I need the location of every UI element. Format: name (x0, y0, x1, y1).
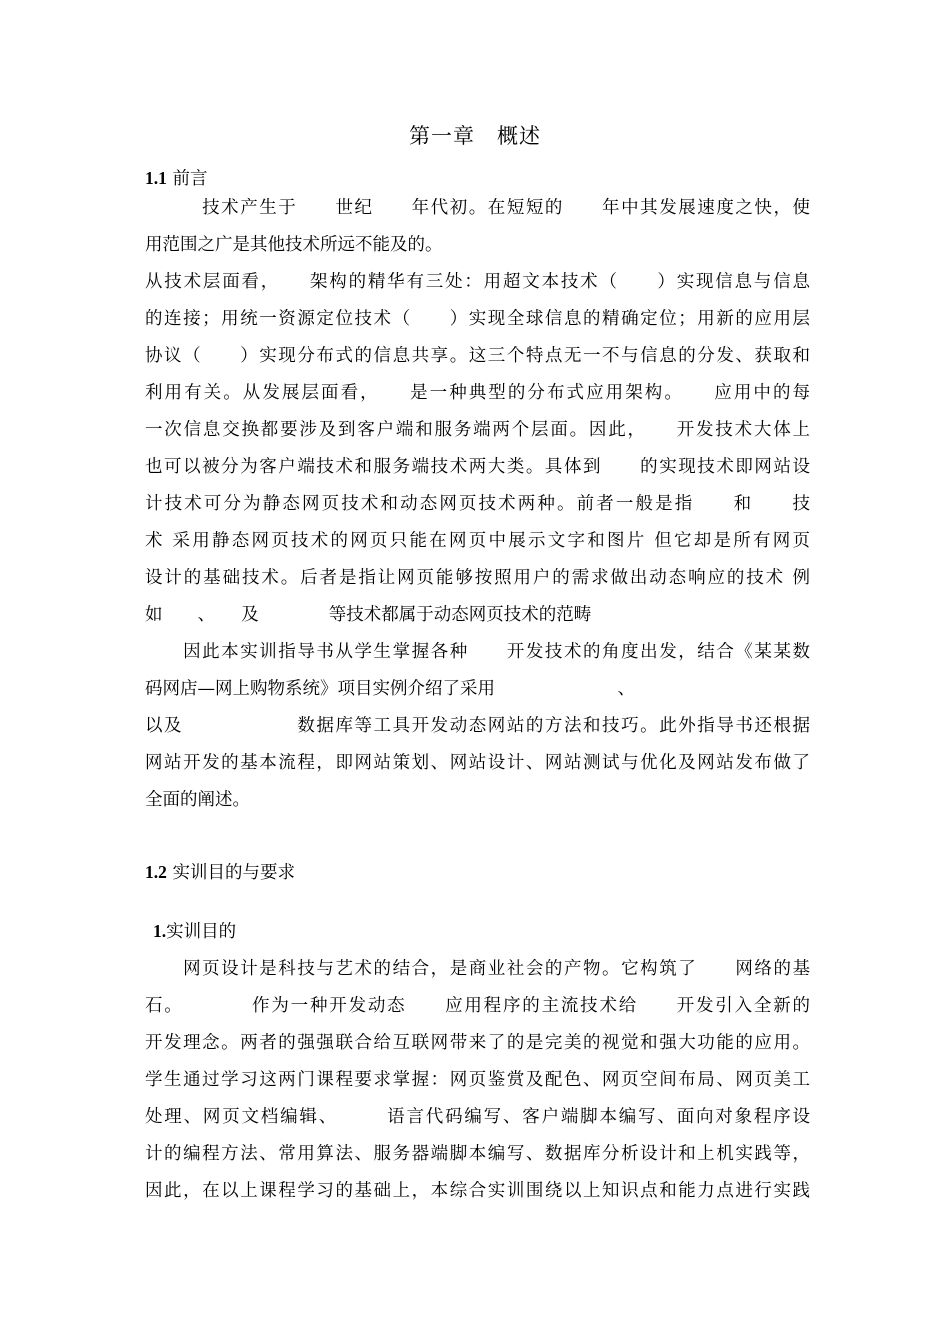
section-title: 前言 (172, 169, 208, 189)
subsection-heading (153, 919, 236, 944)
paragraph-line: 石。 作为一种开发动态 应用程序的主流技术给 开发引入全新的 (145, 996, 810, 1016)
section-number: 1.1 (145, 168, 167, 188)
paragraph-line: 全面的阐述。 (145, 790, 250, 810)
paragraph-line: 一次信息交换都要涉及到客户端和服务端两个层面。因此， 开发技术大体上 (145, 420, 810, 440)
section-number: 1.2 (145, 862, 167, 882)
paragraph-line: 用范围之广是其他技术所远不能及的。 (145, 235, 443, 255)
paragraph-line: 计的编程方法、常用算法、服务器端脚本编写、数据库分析设计和上机实践等， (145, 1144, 810, 1164)
subsection-title: 实训目的 (166, 922, 237, 942)
paragraph-line: 从技术层面看， 架构的精华有三处：用超文本技术（ ）实现信息与信息 (145, 272, 810, 292)
subsection-number: 1. (153, 921, 167, 941)
paragraph-line: 学生通过学习这两门课程要求掌握：网页鉴赏及配色、网页空间布局、网页美工 (145, 1070, 810, 1090)
paragraph-line: 因此本实训指导书从学生掌握各种 开发技术的角度出发，结合《某某数 (145, 642, 810, 662)
paragraph-line: 如 、 及 等技术都属于动态网页技术的范畴 (145, 605, 592, 625)
paragraph-line: 利用有关。从发展层面看， 是一种典型的分布式应用架构。 应用中的每 (145, 383, 810, 403)
paragraph-line: 以及 数据库等工具开发动态网站的方法和技巧。此外指导书还根据 (145, 716, 810, 736)
section-heading-1-2 (145, 860, 295, 885)
chapter-title: 第一章 概述 (409, 124, 541, 148)
paragraph-line: 计技术可分为静态网页技术和动态网页技术两种。前者一般是指 和 技 (145, 494, 810, 514)
section-title: 实训目的与要求 (172, 863, 295, 883)
paragraph-line: 技术产生于 世纪 年代初。在短短的 年中其发展速度之快，使 (145, 198, 810, 218)
paragraph-line: 处理、网页文档编辑、 语言代码编写、客户端脚本编写、面向对象程序设 (145, 1107, 810, 1127)
paragraph-line: 的连接；用统一资源定位技术（ ）实现全球信息的精确定位；用新的应用层 (145, 309, 810, 329)
paragraph-line: 码网店—网上购物系统》项目实例介绍了采用 、 (145, 679, 635, 699)
paragraph-line: 也可以被分为客户端技术和服务端技术两大类。具体到 的实现技术即网站设 (145, 457, 810, 477)
paragraph-line: 设计的基础技术。后者是指让网页能够按照用户的需求做出动态响应的技术 例 (145, 568, 810, 588)
paragraph-line: 开发理念。两者的强强联合给互联网带来了的是完美的视觉和强大功能的应用。 (145, 1033, 810, 1053)
paragraph-line: 因此，在以上课程学习的基础上，本综合实训围绕以上知识点和能力点进行实践 (145, 1181, 810, 1201)
section-heading-1-1 (145, 166, 207, 191)
paragraph-line: 协议（ ）实现分布式的信息共享。这三个特点无一不与信息的分发、获取和 (145, 346, 810, 366)
paragraph-line: 术 采用静态网页技术的网页只能在网页中展示文字和图片 但它却是所有网页 (145, 531, 810, 551)
paragraph-line: 网站开发的基本流程，即网站策划、网站设计、网站测试与优化及网站发布做了 (145, 753, 810, 773)
paragraph-line: 网页设计是科技与艺术的结合，是商业社会的产物。它构筑了 网络的基 (145, 959, 810, 979)
